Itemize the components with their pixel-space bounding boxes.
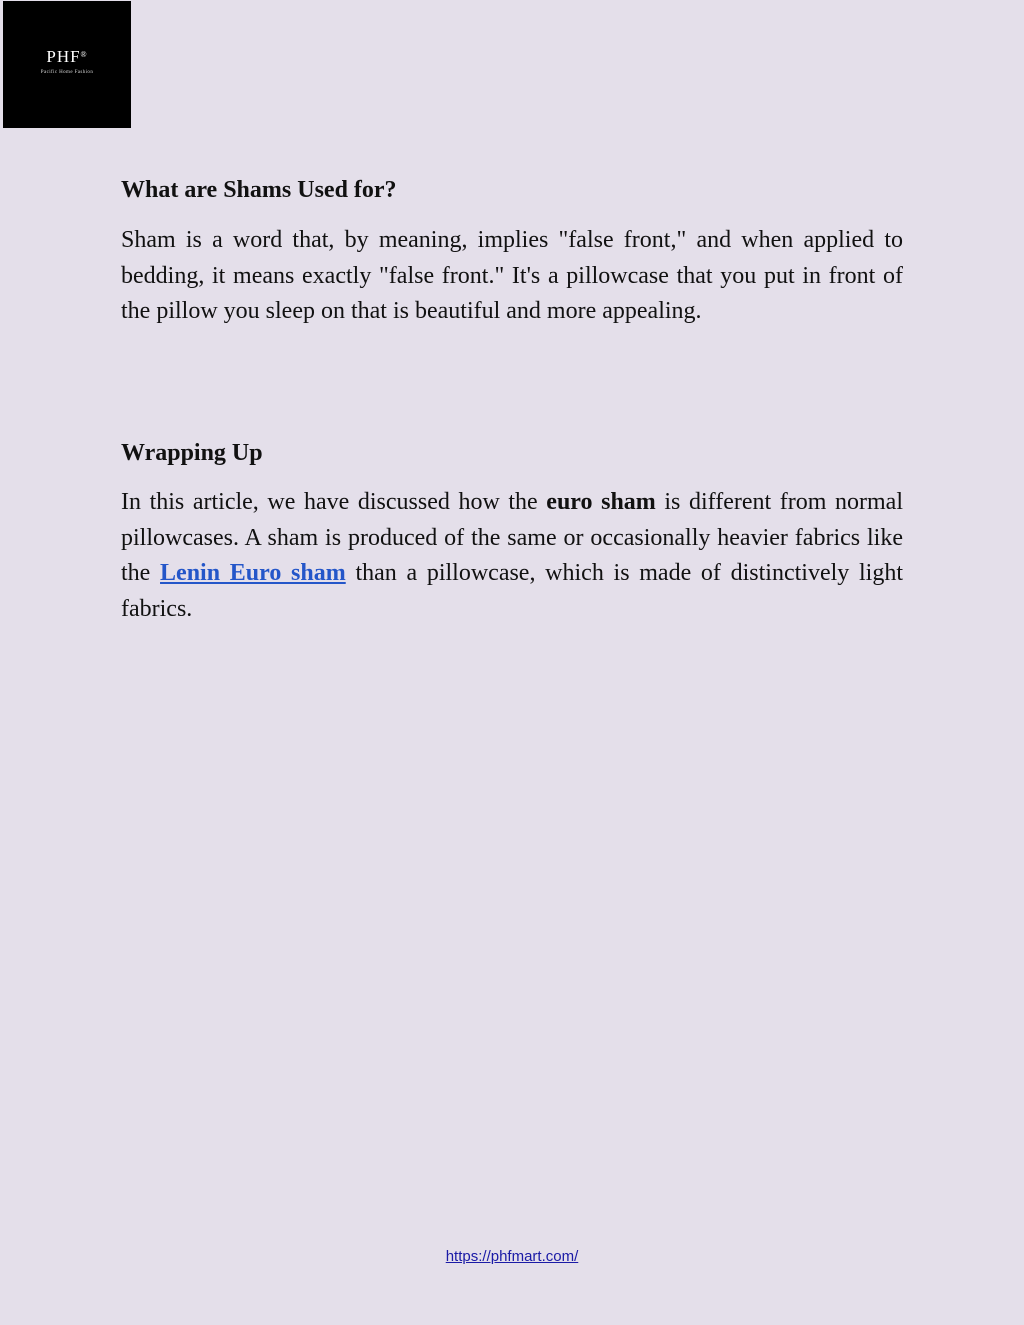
footer [0, 1248, 1024, 1266]
footer-site-link[interactable]: https://phfmart.com/ [445, 1248, 579, 1265]
logo-mark [3, 48, 131, 65]
section-wrapping-up-body-wrap [121, 485, 903, 627]
logo-mark-text: PHF [46, 47, 81, 66]
section-uses-body-wrap [121, 223, 903, 330]
brand-logo [3, 1, 131, 128]
body-text-part-3: than a pillowcase, which is made of distinctively light fabrics. [121, 560, 903, 622]
section-wrapping-up [121, 438, 903, 468]
body-text-part-1: In this article, we have discussed how the [121, 489, 547, 515]
section-heading-uses: What are Shams Used for? [121, 177, 397, 203]
registered-mark: ® [80, 50, 88, 59]
section-body-uses: Sham is a word that, by meaning, implies "false front," and when applied to bedding, it means exactly "false front." It's a pillowcase that you put in front of the pillow you sleep on that is beautiful and more appealing. [121, 227, 903, 324]
body-text-part-2: is different from normal pillowcases. A sham is produced of the same or occasionally heavier fabrics like the [121, 489, 903, 586]
logo-tagline: Pacific Home Fashion [40, 70, 94, 75]
bold-term-euro-sham: euro sham [546, 489, 656, 515]
lenin-euro-sham-link[interactable]: Lenin Euro sham [160, 560, 346, 586]
section-heading-wrapping-up: Wrapping Up [121, 440, 263, 466]
section-uses [121, 175, 903, 205]
section-body-wrapping-up [121, 485, 903, 627]
